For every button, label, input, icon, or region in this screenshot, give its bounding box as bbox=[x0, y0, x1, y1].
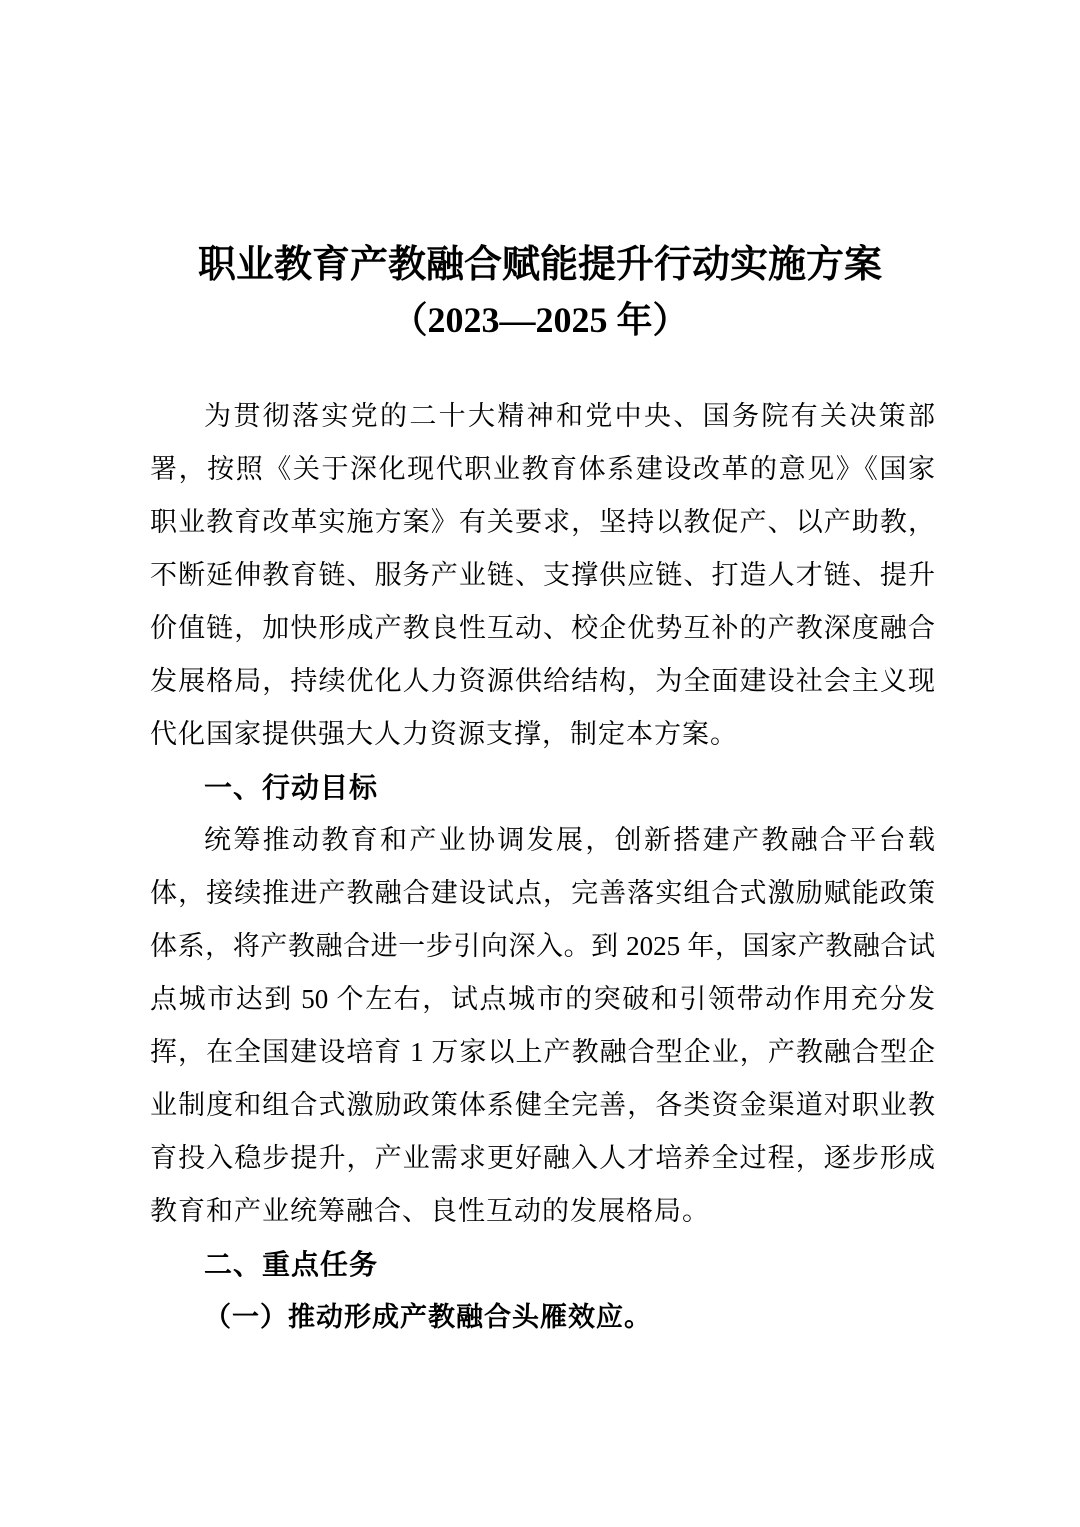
section1-paragraph-line: 教育和产业统筹融合、良性互动的发展格局。 bbox=[150, 1196, 710, 1226]
document-body bbox=[150, 390, 935, 1344]
section1-paragraph-line: 点城市达到 50 个左右，试点城市的突破和引领带动作用充分发 bbox=[150, 984, 935, 1014]
document-subtitle: （2023—2025 年） bbox=[391, 300, 689, 340]
section-heading-key-tasks: 二、重点任务 bbox=[204, 1249, 379, 1280]
intro-paragraph-line: 不断延伸教育链、服务产业链、支撑供应链、打造人才链、提升 bbox=[150, 560, 935, 590]
section1-paragraph-line: 育投入稳步提升，产业需求更好融入人才培养全过程，逐步形成 bbox=[150, 1143, 935, 1173]
intro-paragraph-line: 价值链，加快形成产教良性互动、校企优势互补的产教深度融合 bbox=[150, 613, 935, 643]
document-title: 职业教育产教融合赋能提升行动实施方案 bbox=[197, 244, 882, 286]
section1-paragraph-line: 挥，在全国建设培育 1 万家以上产教融合型企业，产教融合型企 bbox=[150, 1037, 935, 1067]
intro-paragraph-line: 职业教育改革实施方案》有关要求，坚持以教促产、以产助教， bbox=[150, 507, 935, 537]
section1-paragraph-line: 业制度和组合式激励政策体系健全完善，各类资金渠道对职业教 bbox=[150, 1090, 935, 1120]
intro-paragraph-line: 署，按照《关于深化现代职业教育体系建设改革的意见》《国家 bbox=[150, 454, 935, 484]
section1-paragraph-line: 体系，将产教融合进一步引向深入。到 2025 年，国家产教融合试 bbox=[150, 931, 935, 961]
item-heading-head-goose-effect: （一）推动形成产教融合头雁效应。 bbox=[204, 1302, 652, 1332]
intro-paragraph-line: 代化国家提供强大人力资源支撑，制定本方案。 bbox=[150, 719, 738, 749]
section-heading-action-goals: 一、行动目标 bbox=[204, 772, 379, 803]
intro-paragraph-line: 发展格局，持续优化人力资源供给结构，为全面建设社会主义现 bbox=[150, 666, 935, 696]
intro-paragraph-line: 为贯彻落实党的二十大精神和党中央、国务院有关决策部 bbox=[204, 401, 935, 431]
section1-paragraph-line: 体，接续推进产教融合建设试点，完善落实组合式激励赋能政策 bbox=[150, 878, 935, 908]
section1-paragraph-line: 统筹推动教育和产业协调发展，创新搭建产教融合平台载 bbox=[204, 825, 935, 855]
